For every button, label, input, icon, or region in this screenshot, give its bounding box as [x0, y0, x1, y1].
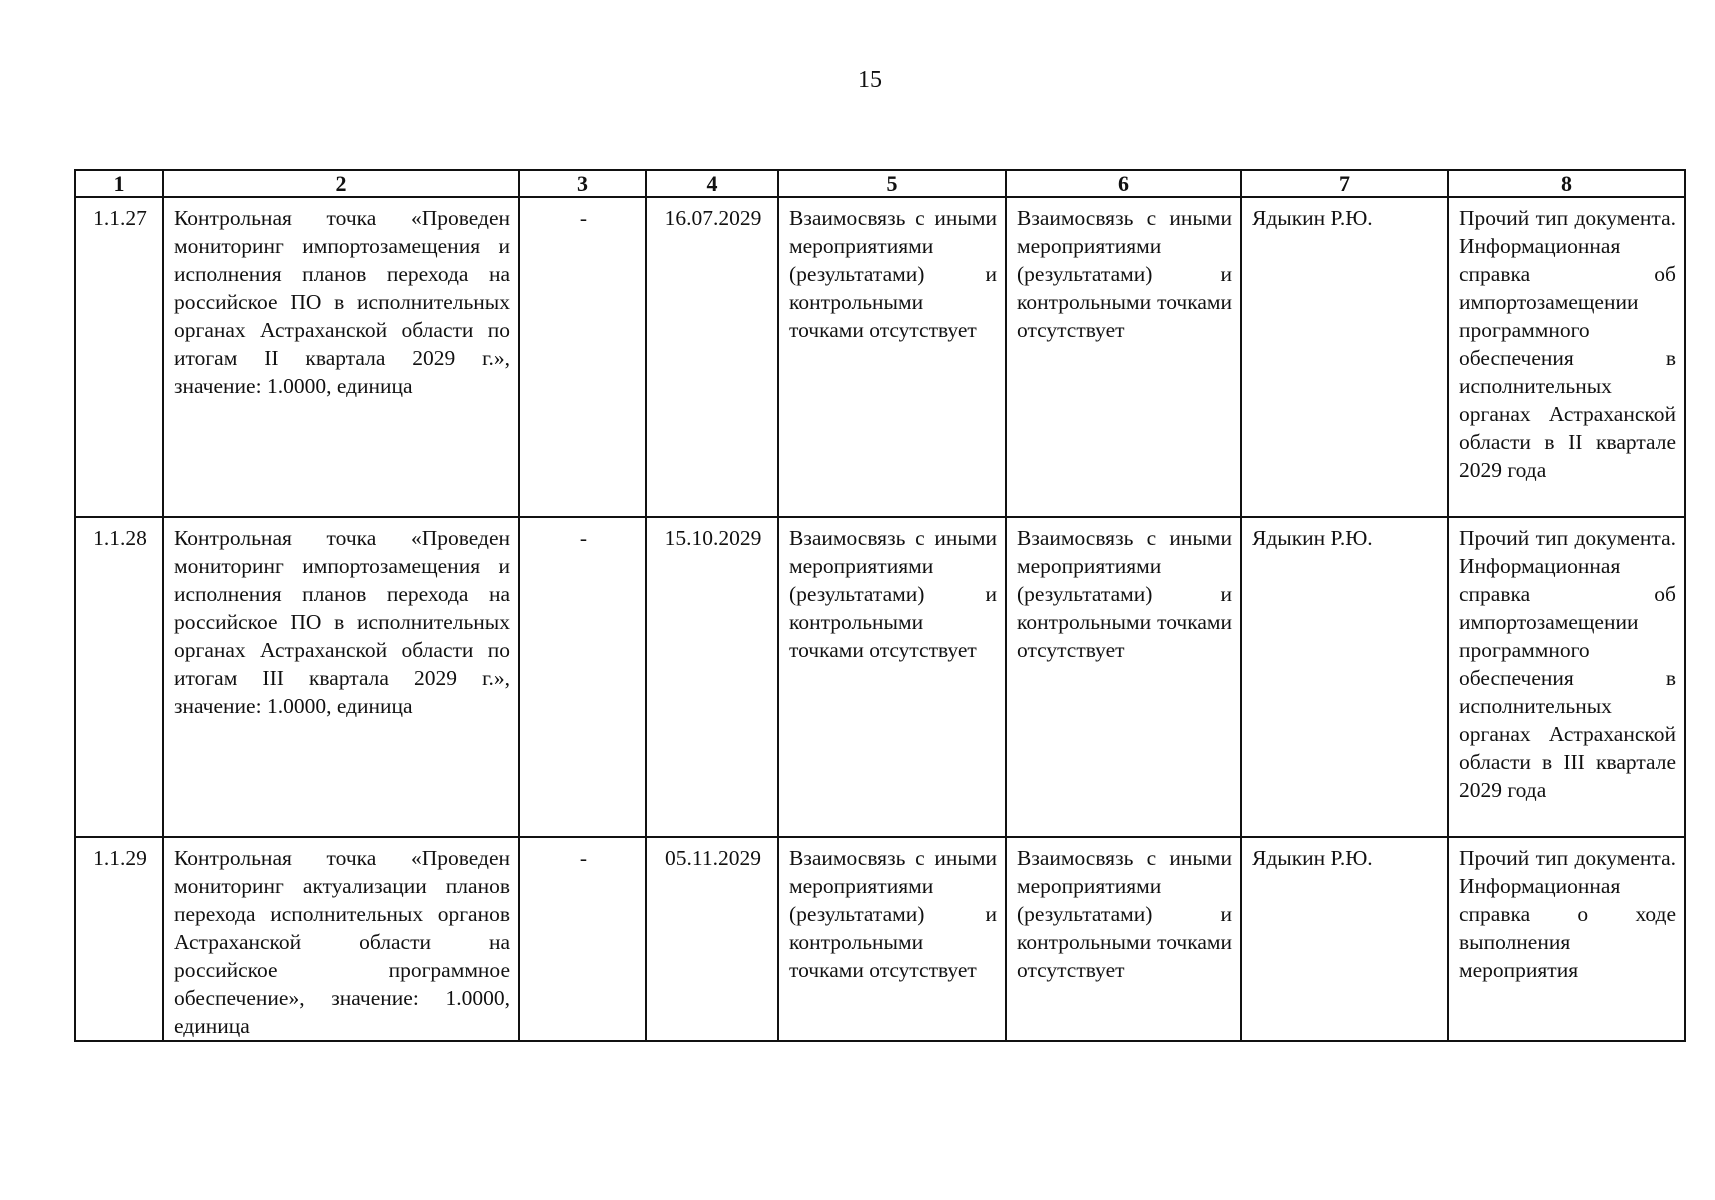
document-cell: Прочий тип документа. Информационная справка об импортозамещении программного обеспечения в исполнительных органах Астраханской области в II квартале 2029 года [1448, 197, 1685, 517]
table-row [75, 837, 1685, 1041]
document-cell: Прочий тип документа. Информационная справка об импортозамещении программного обеспечения в исполнительных органах Астраханской области в III квартале 2029 года [1448, 517, 1685, 837]
column-header-1: 1 [75, 170, 163, 197]
header-row [75, 170, 1685, 197]
column-header-4: 4 [646, 170, 778, 197]
date-cell: 05.11.2029 [646, 837, 778, 1041]
description-cell: Контрольная точка «Проведен мониторинг импортозамещения и исполнения планов перехода на российское ПО в исполнительных органах Астраханской области по итогам II квартала 2029 г.», значение: 1.0000, единица [163, 197, 519, 517]
page-number: 15 [858, 67, 882, 93]
column-3-cell: - [519, 517, 646, 837]
document-cell: Прочий тип документа. Информационная справка о ходе выполнения мероприятия [1448, 837, 1685, 1041]
responsible-cell: Ядыкин Р.Ю. [1241, 517, 1448, 837]
description-cell: Контрольная точка «Проведен мониторинг импортозамещения и исполнения планов перехода на российское ПО в исполнительных органах Астраханской области по итогам III квартала 2029 г.», значение: 1.0000, единица [163, 517, 519, 837]
row-number-cell: 1.1.29 [75, 837, 163, 1041]
row-number-cell: 1.1.27 [75, 197, 163, 517]
relation-cell-col5: Взаимосвязь с иными мероприятиями (результатами) и контрольными точками отсутствует [778, 517, 1006, 837]
date-cell: 16.07.2029 [646, 197, 778, 517]
relation-cell-col5: Взаимосвязь с иными мероприятиями (результатами) и контрольными точками отсутствует [778, 197, 1006, 517]
column-header-5: 5 [778, 170, 1006, 197]
column-header-2: 2 [163, 170, 519, 197]
table-row [75, 197, 1685, 517]
column-header-6: 6 [1006, 170, 1241, 197]
relation-cell-col6: Взаимосвязь с иными мероприятиями (результатами) и контрольными точками отсутствует [1006, 517, 1241, 837]
table-row [75, 517, 1685, 837]
relation-cell-col6: Взаимосвязь с иными мероприятиями (результатами) и контрольными точками отсутствует [1006, 197, 1241, 517]
column-3-cell: - [519, 197, 646, 517]
date-cell: 15.10.2029 [646, 517, 778, 837]
column-header-8: 8 [1448, 170, 1685, 197]
column-header-7: 7 [1241, 170, 1448, 197]
relation-cell-col5: Взаимосвязь с иными мероприятиями (результатами) и контрольными точками отсутствует [778, 837, 1006, 1041]
responsible-cell: Ядыкин Р.Ю. [1241, 197, 1448, 517]
responsible-cell: Ядыкин Р.Ю. [1241, 837, 1448, 1041]
relation-cell-col6: Взаимосвязь с иными мероприятиями (результатами) и контрольными точками отсутствует [1006, 837, 1241, 1041]
column-header-3: 3 [519, 170, 646, 197]
row-number-cell: 1.1.28 [75, 517, 163, 837]
control-points-table [74, 169, 1686, 1042]
column-3-cell: - [519, 837, 646, 1041]
description-cell: Контрольная точка «Проведен мониторинг актуализации планов перехода исполнительных органов Астраханской области на российское программное обеспечение», значение: 1.0000, единица [163, 837, 519, 1041]
